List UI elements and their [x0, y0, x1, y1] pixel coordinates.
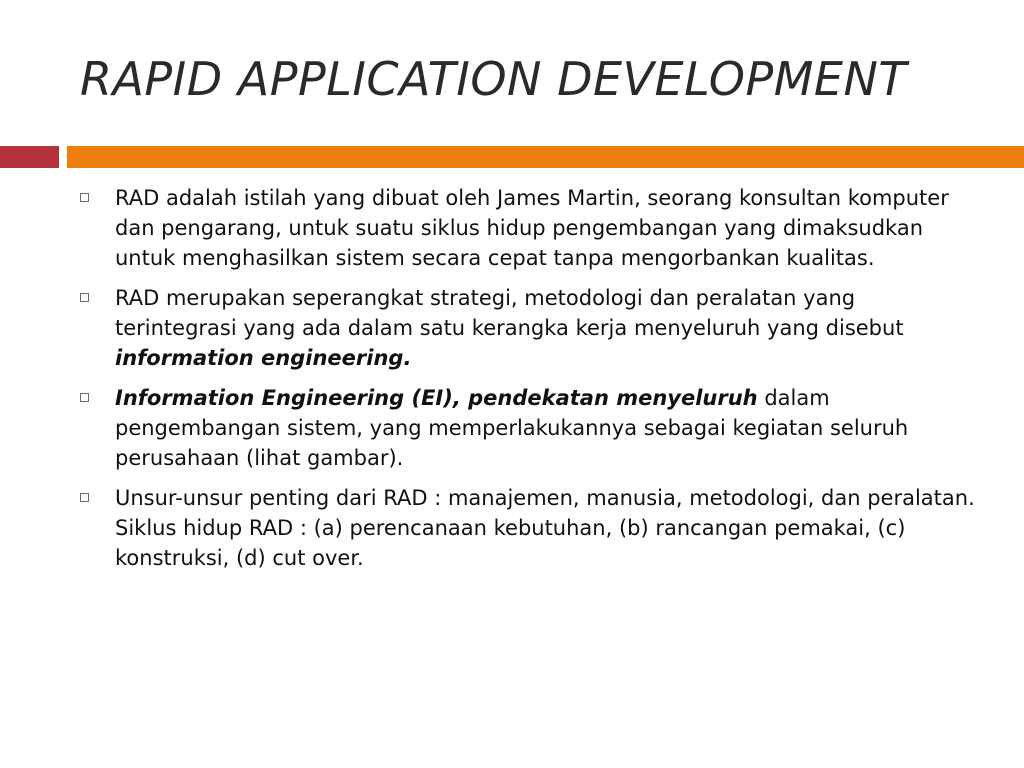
bullet-list	[78, 183, 978, 583]
slide-title: RAPID APPLICATION DEVELOPMENT	[80, 52, 908, 106]
bullet-text-emphasis: Information Engineering (EI), pendekatan menyeluruh	[115, 386, 758, 410]
bullet-text-emphasis: information engineering.	[115, 346, 412, 370]
bullet-text-plain: Unsur-unsur penting dari RAD : manajemen, manusia, metodologi, dan peralatan. Siklus hidup RAD : (a) perencanaan kebutuhan, (b) rancangan pemakai, (c) konstruksi, (d) cut over.	[115, 486, 975, 570]
bullet-item	[78, 283, 978, 373]
square-bullet-icon	[80, 393, 89, 402]
accent-bar-orange	[67, 146, 1024, 168]
square-bullet-icon	[80, 193, 89, 202]
bullet-text-plain: RAD adalah istilah yang dibuat oleh James Martin, seorang konsultan komputer dan pengarang, untuk suatu siklus hidup pengembangan yang dimaksudkan untuk menghasilkan sistem secara cepat tanpa mengorbankan kualitas.	[115, 186, 949, 270]
bullet-item	[78, 183, 978, 273]
bullet-item	[78, 383, 978, 473]
bullet-text	[115, 483, 978, 573]
bullet-text	[115, 383, 978, 473]
bullet-text	[115, 183, 978, 273]
bullet-item	[78, 483, 978, 573]
square-bullet-icon	[80, 293, 89, 302]
square-bullet-icon	[80, 493, 89, 502]
bullet-text	[115, 283, 978, 373]
bullet-text-plain-after: dalam pengembangan sistem, yang memperlakukannya sebagai kegiatan seluruh perusahaan (lihat gambar).	[115, 386, 909, 470]
bullet-text-plain: RAD merupakan seperangkat strategi, metodologi dan peralatan yang terintegrasi yang ada dalam satu kerangka kerja menyeluruh yang disebut	[115, 286, 904, 340]
accent-bar-red	[0, 146, 59, 168]
